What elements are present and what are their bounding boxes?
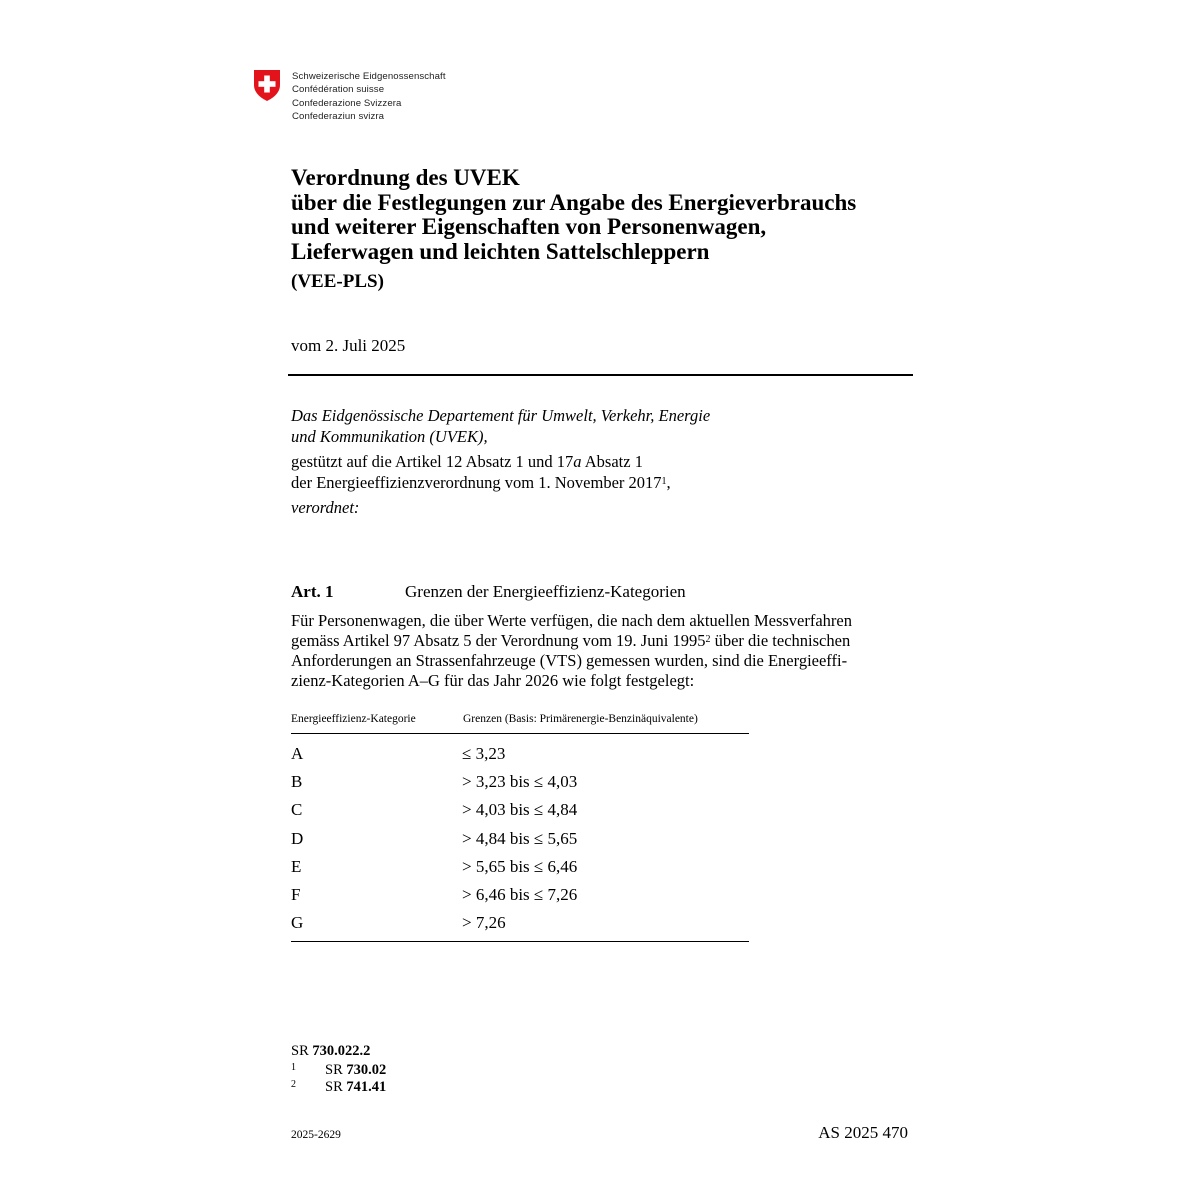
document-title — [291, 166, 931, 264]
document-number: 2025-2629 — [291, 1129, 341, 1141]
footnote — [291, 1079, 386, 1096]
issuer-line: und Kommunikation (UVEK), — [291, 427, 488, 446]
column-header-limits: Grenzen (Basis: Primärenergie-Benzinäquivalente) — [463, 713, 698, 725]
category-cell: D — [291, 828, 304, 848]
sr-number-value: 730.022.2 — [312, 1043, 371, 1059]
category-cell: C — [291, 800, 303, 820]
issuer — [291, 405, 710, 447]
article-paragraph — [291, 611, 913, 691]
legal-basis-line-1 — [291, 451, 671, 472]
footnote-ref[interactable]: 1 — [661, 476, 667, 487]
efficiency-category-table — [291, 708, 749, 942]
footnote-number: 2 — [291, 1079, 296, 1090]
agency-line-fr: Confédération suisse — [292, 84, 385, 96]
column-header-category: Energieeffizienz-Kategorie — [291, 713, 416, 725]
legal-basis — [291, 451, 671, 493]
limit-cell: > 3,23 bis ≤ 4,03 — [462, 772, 578, 792]
table-row — [291, 768, 749, 796]
footnote-link[interactable]: 730.02 — [346, 1062, 387, 1078]
category-cell: B — [291, 772, 303, 792]
table-row — [291, 853, 749, 881]
limit-cell: > 5,65 bis ≤ 6,46 — [462, 856, 578, 876]
paragraph-line: Für Personenwagen, die über Werte verfügen, die nach dem aktuellen Messverfahren — [291, 611, 852, 630]
paragraph-text: über die technischen — [710, 631, 851, 650]
paragraph-line: Anforderungen an Strassenfahrzeuge (VTS) gemessen wurden, sind die Energieeffi- — [291, 651, 848, 670]
paragraph-line — [291, 631, 913, 651]
category-cell: E — [291, 856, 302, 876]
paragraph-line: zienz-Kategorien A–G für das Jahr 2026 wie folgt festgelegt: — [291, 671, 695, 690]
basis-text: , — [666, 473, 671, 492]
table-row — [291, 740, 749, 768]
limit-cell: > 7,26 — [462, 913, 506, 933]
issue-date: vom 2. Juli 2025 — [291, 336, 406, 355]
title-line: Verordnung des UVEK — [291, 165, 520, 190]
swiss-coat-of-arms — [252, 68, 282, 102]
sr-prefix: SR — [291, 1043, 313, 1059]
table-row — [291, 825, 749, 853]
article-number: Art. 1 — [291, 582, 334, 601]
table-body — [291, 734, 749, 942]
table-row — [291, 796, 749, 824]
footnote-ref[interactable]: 2 — [705, 634, 711, 645]
basis-text: der Energieeffizienzverordnung vom 1. November 2017 — [291, 473, 662, 492]
title-line: und weiterer Eigenschaften von Personenwagen, — [291, 214, 767, 239]
category-cell: A — [291, 744, 304, 764]
category-cell: G — [291, 913, 304, 933]
footnote-link[interactable]: 741.41 — [346, 1079, 387, 1095]
limit-cell: > 4,84 bis ≤ 5,65 — [462, 828, 578, 848]
limit-cell: > 4,03 bis ≤ 4,84 — [462, 800, 578, 820]
as-reference: AS 2025 470 — [818, 1123, 908, 1142]
article-title: Grenzen der Energieeffizienz-Kategorien — [405, 582, 686, 601]
agency-name-block — [292, 70, 446, 124]
basis-text: Absatz 1 — [581, 452, 643, 471]
limit-cell: ≤ 3,23 — [462, 744, 506, 764]
decree-formula: verordnet: — [291, 498, 360, 517]
header-divider — [288, 374, 913, 376]
swiss-cross-shield-icon — [252, 68, 282, 102]
table-row — [291, 881, 749, 909]
title-abbreviation: (VEE-PLS) — [291, 271, 384, 292]
footnote-number: 1 — [291, 1062, 296, 1073]
paragraph-text: gemäss Artikel 97 Absatz 5 der Verordnung vom 19. Juni 1995 — [291, 631, 706, 650]
table-row — [291, 909, 749, 937]
legal-basis-line-2 — [291, 472, 671, 493]
title-line: über die Festlegungen zur Angabe des Energieverbrauchs — [291, 189, 857, 215]
footnote-prefix: SR — [325, 1062, 347, 1078]
basis-italic-letter: a — [573, 452, 582, 471]
table-header — [291, 708, 749, 734]
category-cell: F — [291, 885, 301, 905]
agency-line-de: Schweizerische Eidgenossenschaft — [292, 71, 446, 82]
agency-line-rm: Confederaziun svizra — [292, 111, 385, 123]
issuer-line: Das Eidgenössische Departement für Umwelt, Verkehr, Energie — [291, 406, 711, 425]
footnote — [291, 1062, 386, 1079]
limit-cell: > 6,46 bis ≤ 7,26 — [462, 885, 578, 905]
footnote-prefix: SR — [325, 1079, 347, 1095]
basis-text: gestützt auf die Artikel 12 Absatz 1 und 17 — [291, 452, 574, 471]
agency-line-it: Confederazione Svizzera — [292, 97, 402, 109]
sr-number — [291, 1043, 370, 1060]
title-line: Lieferwagen und leichten Sattelschleppern — [291, 238, 710, 264]
